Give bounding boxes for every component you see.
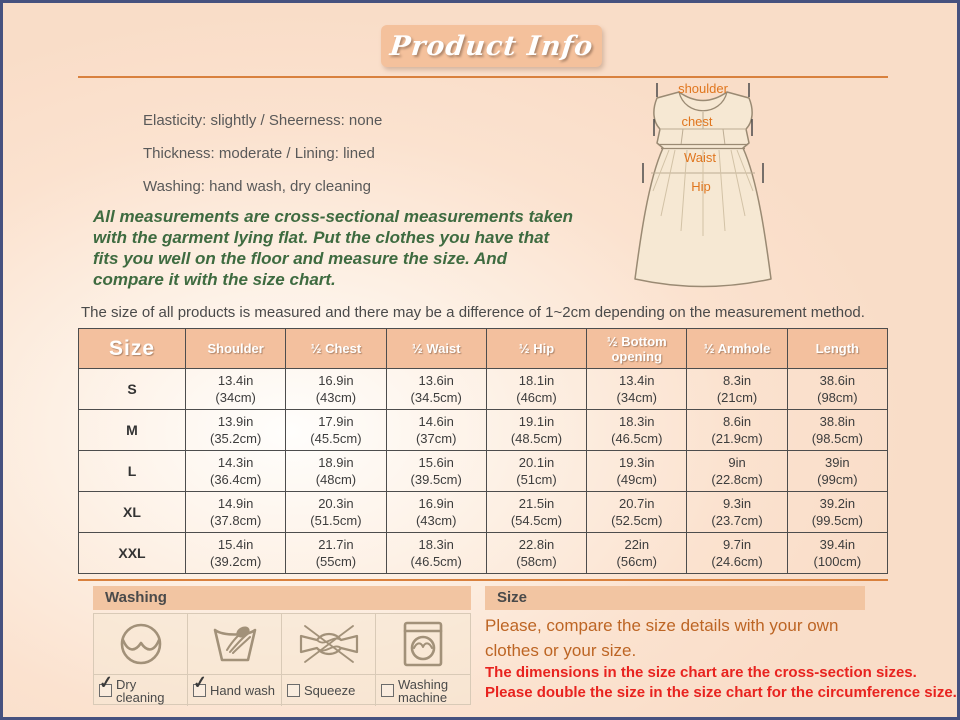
dress-measurement-diagram <box>625 81 785 289</box>
size-value: L <box>79 451 186 492</box>
measurement-note: All measurements are cross-sectional measurements taken with the garment lying flat. Put the clothes you have that fits you well on the floor and measure the size. And compare it with the size chart. <box>93 207 574 289</box>
dry-cleaning-label: Dry cleaning <box>116 676 165 705</box>
shoulder-label: shoulder <box>678 81 728 96</box>
washing-machine-checkbox[interactable] <box>381 684 394 697</box>
col-hip: ½ Hip <box>486 329 586 369</box>
col-length: Length <box>787 329 887 369</box>
dry-cleaning-checkbox[interactable]: ✓ <box>99 684 112 697</box>
table-bottom-divider <box>78 579 888 581</box>
squeeze-checkbox[interactable] <box>287 684 300 697</box>
size-value: XL <box>79 492 186 533</box>
washing-section-header: Washing <box>93 586 471 610</box>
table-row-m: M 13.9in (35.2cm) 17.9in (45.5cm) 14.6in (37cm) 19.1in (48.5cm) 18.3in (46.5cm) 8.6in (21.9cm) 38.8in (98.5cm) <box>79 410 888 451</box>
size-compare-note: Please, compare the size details with your own clothes or your size. <box>485 616 839 660</box>
table-row-xxl: XXL 15.4in (39.2cm) 21.7in (55cm) 18.3in (46.5cm) 22.8in (58cm) 22in (56cm) 9.7in (24.6cm) 39.4in (100cm) <box>79 533 888 574</box>
table-row-xl: XL 14.9in (37.8cm) 20.3in (51.5cm) 16.9in (43cm) 21.5in (54.5cm) 20.7in (52.5cm) 9.3in (23.7cm) 39.2in (99.5cm) <box>79 492 888 533</box>
col-bottom-opening: ½ Bottom opening <box>587 329 687 369</box>
attribute-thickness: Thickness: moderate / Lining: lined <box>143 145 375 162</box>
col-armhole: ½ Armhole <box>687 329 787 369</box>
chest-label: chest <box>681 114 713 129</box>
squeeze-label: Squeeze <box>304 683 356 698</box>
col-shoulder: Shoulder <box>186 329 286 369</box>
dry-cleaning-icon <box>94 614 188 674</box>
page-title: Product Info <box>388 30 595 62</box>
size-chart-table <box>78 328 888 574</box>
col-chest: ½ Chest <box>286 329 386 369</box>
attribute-elasticity: Elasticity: slightly / Sheerness: none <box>143 112 383 129</box>
attribute-washing: Washing: hand wash, dry cleaning <box>143 178 371 195</box>
table-row-s: S 13.4in (34cm) 16.9in (43cm) 13.6in (34.5cm) 18.1in (46cm) 13.4in (34cm) 8.3in (21cm) 38.6in (98cm) <box>79 369 888 410</box>
size-value: XXL <box>79 533 186 574</box>
product-attributes <box>143 104 382 203</box>
hip-label: Hip <box>691 179 711 194</box>
col-waist: ½ Waist <box>386 329 486 369</box>
tolerance-note: The size of all products is measured and there may be a difference of 1~2cm depending on the measurement method. <box>81 304 865 321</box>
hand-wash-icon <box>188 614 282 674</box>
header-row <box>79 329 888 369</box>
size-value: M <box>79 410 186 451</box>
size-dimension-warning: The dimensions in the size chart are the cross-section sizes. Please double the size in the size chart for the circumference size. <box>485 664 957 701</box>
page-title-banner <box>381 25 602 67</box>
table-row-l: L 14.3in (36.4cm) 18.9in (48cm) 15.6in (39.5cm) 20.1in (51cm) 19.3in (49cm) 9in (22.8cm) 39in (99cm) <box>79 451 888 492</box>
washing-machine-label: Washing machine <box>398 676 449 705</box>
hand-wash-checkbox[interactable]: ✓ <box>193 684 206 697</box>
washing-care-grid <box>93 613 471 705</box>
waist-label: Waist <box>683 150 717 165</box>
size-value: S <box>79 369 186 410</box>
col-size: Size <box>79 329 186 369</box>
top-divider <box>78 76 888 78</box>
washing-machine-icon <box>376 614 470 674</box>
hand-wash-label: Hand wash <box>210 683 276 698</box>
size-section-header: Size <box>485 586 865 610</box>
squeeze-icon <box>282 614 376 674</box>
